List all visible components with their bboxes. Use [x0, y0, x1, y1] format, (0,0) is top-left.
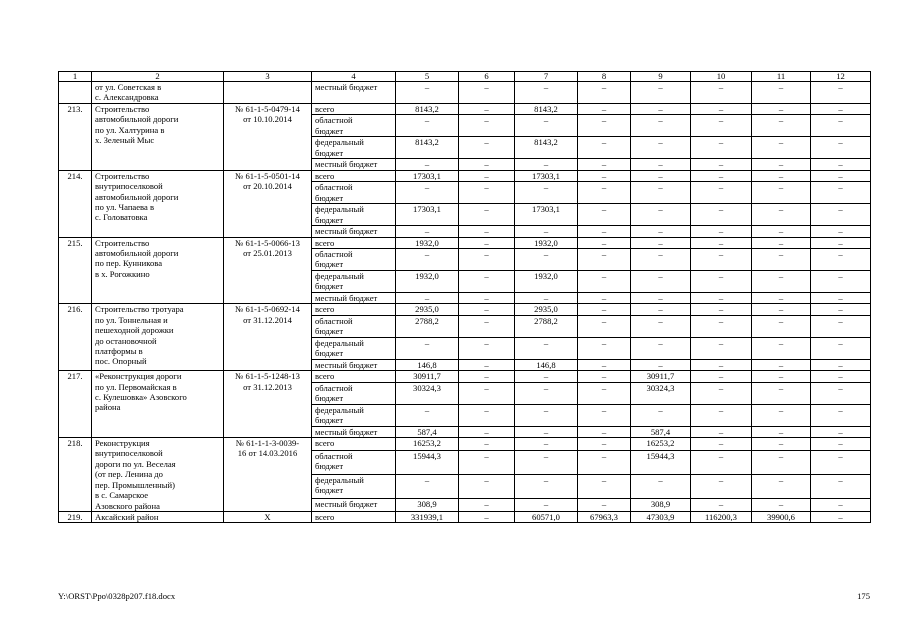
value-cell: –	[811, 371, 871, 382]
object-name-cell: «Реконструкция дороги по ул. Первомайская в с. Кулешовка» Азовского района	[92, 371, 224, 438]
value-cell: 17303,1	[515, 204, 578, 226]
value-cell: –	[578, 237, 631, 248]
value-cell: –	[578, 204, 631, 226]
value-cell: –	[752, 438, 811, 451]
value-cell: 30324,3	[396, 382, 459, 404]
value-cell: –	[752, 474, 811, 498]
value-cell: –	[631, 359, 691, 370]
column-header: 5	[396, 72, 459, 82]
column-header: 7	[515, 72, 578, 82]
value-cell: –	[691, 426, 752, 437]
value-cell: –	[515, 159, 578, 170]
reference-cell: № 61-1-5-0501-14 от 20.10.2014	[224, 170, 312, 237]
value-cell: –	[515, 474, 578, 498]
value-cell: –	[752, 359, 811, 370]
value-cell: 2935,0	[396, 304, 459, 315]
budget-type-cell: федеральный бюджет	[312, 271, 396, 293]
value-cell: –	[459, 182, 515, 204]
value-cell: –	[578, 249, 631, 271]
value-cell: –	[811, 337, 871, 359]
value-cell: –	[691, 359, 752, 370]
value-cell: –	[515, 82, 578, 104]
value-cell: 146,8	[515, 359, 578, 370]
table-row	[59, 170, 871, 181]
value-cell: –	[811, 204, 871, 226]
value-cell: –	[752, 271, 811, 293]
value-cell: –	[752, 115, 811, 137]
value-cell: –	[691, 82, 752, 104]
value-cell: 17303,1	[515, 170, 578, 181]
value-cell: –	[578, 450, 631, 474]
value-cell: –	[459, 315, 515, 337]
budget-type-cell: областной бюджет	[312, 182, 396, 204]
budget-type-cell: областной бюджет	[312, 450, 396, 474]
value-cell: –	[515, 182, 578, 204]
value-cell: 47303,9	[631, 511, 691, 522]
value-cell: –	[752, 404, 811, 426]
value-cell: –	[691, 249, 752, 271]
column-header: 4	[312, 72, 396, 82]
value-cell: –	[811, 104, 871, 115]
value-cell: –	[811, 137, 871, 159]
value-cell: –	[691, 382, 752, 404]
value-cell: –	[459, 404, 515, 426]
value-cell: 331939,1	[396, 511, 459, 522]
value-cell: –	[752, 426, 811, 437]
value-cell: –	[691, 337, 752, 359]
value-cell: –	[578, 104, 631, 115]
value-cell: –	[396, 249, 459, 271]
value-cell: –	[578, 182, 631, 204]
value-cell: –	[459, 249, 515, 271]
value-cell: –	[691, 450, 752, 474]
value-cell: –	[631, 182, 691, 204]
value-cell: –	[515, 426, 578, 437]
value-cell: 146,8	[396, 359, 459, 370]
table-row	[59, 237, 871, 248]
value-cell: –	[459, 237, 515, 248]
value-cell: –	[691, 115, 752, 137]
value-cell: –	[459, 337, 515, 359]
table-row	[59, 438, 871, 451]
value-cell: –	[691, 474, 752, 498]
value-cell: 587,4	[631, 426, 691, 437]
value-cell: 16253,2	[631, 438, 691, 451]
value-cell: –	[578, 426, 631, 437]
value-cell: –	[459, 450, 515, 474]
value-cell: –	[578, 337, 631, 359]
value-cell: –	[752, 293, 811, 304]
reference-cell: № 61-1-5-0066-13 от 25.01.2013	[224, 237, 312, 304]
budget-type-cell: всего	[312, 237, 396, 248]
value-cell: –	[578, 304, 631, 315]
value-cell: 16253,2	[396, 438, 459, 451]
value-cell: –	[752, 182, 811, 204]
value-cell: –	[811, 293, 871, 304]
header-row	[59, 72, 871, 82]
budget-type-cell: местный бюджет	[312, 499, 396, 512]
value-cell: 8143,2	[515, 137, 578, 159]
value-cell: –	[578, 382, 631, 404]
table-row	[59, 511, 871, 522]
column-header: 9	[631, 72, 691, 82]
value-cell: –	[459, 359, 515, 370]
value-cell: –	[578, 404, 631, 426]
column-header: 3	[224, 72, 312, 82]
value-cell: –	[631, 204, 691, 226]
object-name-cell: Реконструкция внутрипоселковой дороги по ул. Веселая (от пер. Ленина до пер. Промышленный) в с. Самарское Азовского района	[92, 438, 224, 512]
value-cell: –	[811, 170, 871, 181]
budget-type-cell: всего	[312, 170, 396, 181]
value-cell: 587,4	[396, 426, 459, 437]
value-cell: –	[578, 438, 631, 451]
value-cell: –	[631, 304, 691, 315]
value-cell: –	[631, 159, 691, 170]
value-cell: –	[515, 450, 578, 474]
object-name-cell: Аксайский район	[92, 511, 224, 522]
value-cell: –	[631, 404, 691, 426]
value-cell: –	[752, 204, 811, 226]
value-cell: –	[459, 426, 515, 437]
value-cell: –	[631, 137, 691, 159]
value-cell: –	[459, 226, 515, 237]
budget-type-cell: всего	[312, 304, 396, 315]
value-cell: 30911,7	[396, 371, 459, 382]
value-cell: –	[459, 137, 515, 159]
value-cell: –	[578, 159, 631, 170]
value-cell: –	[691, 304, 752, 315]
value-cell: 8143,2	[515, 104, 578, 115]
value-cell: –	[752, 371, 811, 382]
reference-cell: Х	[224, 511, 312, 522]
value-cell: 1932,0	[396, 237, 459, 248]
value-cell: –	[691, 204, 752, 226]
value-cell: –	[811, 226, 871, 237]
value-cell: –	[691, 237, 752, 248]
value-cell: –	[459, 304, 515, 315]
value-cell: –	[631, 237, 691, 248]
budget-type-cell: областной бюджет	[312, 315, 396, 337]
value-cell: –	[515, 382, 578, 404]
row-number-cell	[59, 82, 92, 104]
value-cell: –	[515, 226, 578, 237]
value-cell: 1932,0	[515, 237, 578, 248]
value-cell: –	[459, 511, 515, 522]
value-cell: –	[459, 293, 515, 304]
reference-cell: № 61-1-5-0692-14 от 31.12.2014	[224, 304, 312, 371]
value-cell: –	[811, 450, 871, 474]
value-cell: –	[578, 82, 631, 104]
value-cell: –	[578, 315, 631, 337]
value-cell: –	[691, 315, 752, 337]
value-cell: –	[515, 249, 578, 271]
value-cell: –	[459, 115, 515, 137]
value-cell: –	[752, 382, 811, 404]
value-cell: –	[811, 359, 871, 370]
value-cell: –	[752, 237, 811, 248]
value-cell: –	[578, 359, 631, 370]
value-cell: –	[811, 237, 871, 248]
value-cell: –	[752, 104, 811, 115]
row-number-cell: 214.	[59, 170, 92, 237]
value-cell: –	[631, 315, 691, 337]
budget-type-cell: всего	[312, 104, 396, 115]
value-cell: –	[396, 293, 459, 304]
reference-cell: № 61-1-5-0479-14 от 10.10.2014	[224, 104, 312, 171]
value-cell: –	[578, 293, 631, 304]
value-cell: –	[811, 304, 871, 315]
value-cell: –	[691, 170, 752, 181]
file-path: Y:\ORST\Ppo\0328p207.f18.docx	[58, 591, 176, 601]
value-cell: –	[811, 404, 871, 426]
budget-type-cell: местный бюджет	[312, 359, 396, 370]
value-cell: 17303,1	[396, 170, 459, 181]
value-cell: –	[515, 293, 578, 304]
value-cell: –	[691, 104, 752, 115]
value-cell: –	[811, 115, 871, 137]
value-cell: –	[578, 137, 631, 159]
value-cell: 15944,3	[631, 450, 691, 474]
budget-type-cell: областной бюджет	[312, 249, 396, 271]
value-cell: –	[811, 426, 871, 437]
value-cell: –	[515, 499, 578, 512]
value-cell: 116200,3	[691, 511, 752, 522]
value-cell: –	[459, 170, 515, 181]
row-number-cell: 219.	[59, 511, 92, 522]
object-name-cell: Строительство тротуара по ул. Тоннельная и пешеходной дорожки до остановочной платформы в пос. Опорный	[92, 304, 224, 371]
reference-cell: № 61-1-1-3-0039- 16 от 14.03.2016	[224, 438, 312, 512]
value-cell: 8143,2	[396, 137, 459, 159]
value-cell: –	[811, 438, 871, 451]
value-cell: –	[578, 115, 631, 137]
value-cell: –	[459, 382, 515, 404]
value-cell: –	[811, 159, 871, 170]
value-cell: –	[578, 474, 631, 498]
value-cell: 15944,3	[396, 450, 459, 474]
row-number-cell: 218.	[59, 438, 92, 512]
value-cell: –	[811, 271, 871, 293]
value-cell: 30911,7	[631, 371, 691, 382]
budget-type-cell: всего	[312, 371, 396, 382]
column-header: 10	[691, 72, 752, 82]
value-cell: –	[459, 438, 515, 451]
budget-type-cell: местный бюджет	[312, 293, 396, 304]
row-number-cell: 216.	[59, 304, 92, 371]
value-cell: –	[752, 499, 811, 512]
reference-cell	[224, 82, 312, 104]
value-cell: 2935,0	[515, 304, 578, 315]
value-cell: –	[459, 204, 515, 226]
value-cell: –	[459, 474, 515, 498]
table-row	[59, 304, 871, 315]
value-cell: 60571,0	[515, 511, 578, 522]
value-cell: –	[459, 82, 515, 104]
value-cell: –	[459, 159, 515, 170]
value-cell: –	[396, 82, 459, 104]
budget-type-cell: местный бюджет	[312, 159, 396, 170]
budget-table	[58, 71, 871, 523]
value-cell: –	[396, 404, 459, 426]
value-cell: –	[691, 499, 752, 512]
value-cell: –	[811, 511, 871, 522]
value-cell: –	[459, 499, 515, 512]
value-cell: 39900,6	[752, 511, 811, 522]
row-number-cell: 217.	[59, 371, 92, 438]
object-name-cell: от ул. Советская в с. Александровка	[92, 82, 224, 104]
value-cell: –	[691, 293, 752, 304]
budget-type-cell: федеральный бюджет	[312, 404, 396, 426]
value-cell: –	[691, 182, 752, 204]
value-cell: –	[752, 82, 811, 104]
budget-type-cell: областной бюджет	[312, 382, 396, 404]
value-cell: 30324,3	[631, 382, 691, 404]
value-cell: –	[631, 337, 691, 359]
object-name-cell: Строительство автомобильной дороги по ул. Халтурина в х. Зеленый Мыс	[92, 104, 224, 171]
table-row	[59, 82, 871, 104]
value-cell: –	[691, 271, 752, 293]
value-cell: –	[578, 226, 631, 237]
value-cell: –	[515, 337, 578, 359]
value-cell: –	[578, 371, 631, 382]
column-header: 12	[811, 72, 871, 82]
table-row	[59, 104, 871, 115]
value-cell: –	[515, 115, 578, 137]
object-name-cell: Строительство автомобильной дороги по пер. Кунникова в х. Рогожкино	[92, 237, 224, 304]
value-cell: –	[811, 249, 871, 271]
value-cell: –	[752, 249, 811, 271]
value-cell: –	[752, 337, 811, 359]
value-cell: 308,9	[631, 499, 691, 512]
reference-cell: № 61-1-5-1248-13 от 31.12.2013	[224, 371, 312, 438]
value-cell: –	[515, 404, 578, 426]
value-cell: –	[691, 137, 752, 159]
value-cell: –	[811, 182, 871, 204]
value-cell: –	[396, 115, 459, 137]
value-cell: 2788,2	[515, 315, 578, 337]
value-cell: –	[631, 170, 691, 181]
row-number-cell: 215.	[59, 237, 92, 304]
value-cell: 67963,3	[578, 511, 631, 522]
value-cell: –	[752, 315, 811, 337]
value-cell: –	[396, 226, 459, 237]
value-cell: –	[691, 159, 752, 170]
budget-type-cell: федеральный бюджет	[312, 137, 396, 159]
value-cell: –	[515, 438, 578, 451]
value-cell: –	[752, 159, 811, 170]
column-header: 6	[459, 72, 515, 82]
budget-type-cell: всего	[312, 511, 396, 522]
budget-type-cell: всего	[312, 438, 396, 451]
value-cell: 1932,0	[396, 271, 459, 293]
value-cell: –	[396, 474, 459, 498]
value-cell: –	[631, 474, 691, 498]
value-cell: 8143,2	[396, 104, 459, 115]
column-header: 1	[59, 72, 92, 82]
budget-type-cell: местный бюджет	[312, 226, 396, 237]
value-cell: –	[631, 115, 691, 137]
value-cell: –	[752, 137, 811, 159]
value-cell: –	[752, 304, 811, 315]
page-number: 175	[857, 591, 870, 601]
value-cell: –	[515, 371, 578, 382]
value-cell: –	[631, 271, 691, 293]
value-cell: –	[396, 337, 459, 359]
budget-type-cell: федеральный бюджет	[312, 337, 396, 359]
value-cell: –	[752, 450, 811, 474]
value-cell: –	[811, 315, 871, 337]
value-cell: –	[752, 170, 811, 181]
value-cell: –	[459, 271, 515, 293]
value-cell: 308,9	[396, 499, 459, 512]
column-header: 11	[752, 72, 811, 82]
value-cell: –	[578, 499, 631, 512]
value-cell: 2788,2	[396, 315, 459, 337]
row-number-cell: 213.	[59, 104, 92, 171]
value-cell: –	[578, 271, 631, 293]
value-cell: –	[811, 82, 871, 104]
value-cell: –	[691, 371, 752, 382]
value-cell: –	[396, 159, 459, 170]
object-name-cell: Строительство внутрипоселковой автомобильной дороги по ул. Чапаева в с. Головатовка	[92, 170, 224, 237]
value-cell: –	[578, 170, 631, 181]
value-cell: –	[459, 104, 515, 115]
value-cell: –	[691, 226, 752, 237]
column-header: 2	[92, 72, 224, 82]
budget-type-cell: федеральный бюджет	[312, 204, 396, 226]
value-cell: –	[396, 182, 459, 204]
budget-type-cell: местный бюджет	[312, 82, 396, 104]
value-cell: –	[752, 226, 811, 237]
value-cell: –	[631, 226, 691, 237]
value-cell: –	[631, 293, 691, 304]
budget-type-cell: местный бюджет	[312, 426, 396, 437]
value-cell: –	[631, 104, 691, 115]
value-cell: –	[691, 438, 752, 451]
value-cell: –	[691, 404, 752, 426]
value-cell: 1932,0	[515, 271, 578, 293]
value-cell: –	[459, 371, 515, 382]
value-cell: –	[631, 249, 691, 271]
column-header: 8	[578, 72, 631, 82]
budget-type-cell: областной бюджет	[312, 115, 396, 137]
value-cell: 17303,1	[396, 204, 459, 226]
value-cell: –	[811, 382, 871, 404]
value-cell: –	[811, 474, 871, 498]
value-cell: –	[631, 82, 691, 104]
table-row	[59, 371, 871, 382]
budget-type-cell: федеральный бюджет	[312, 474, 396, 498]
value-cell: –	[811, 499, 871, 512]
